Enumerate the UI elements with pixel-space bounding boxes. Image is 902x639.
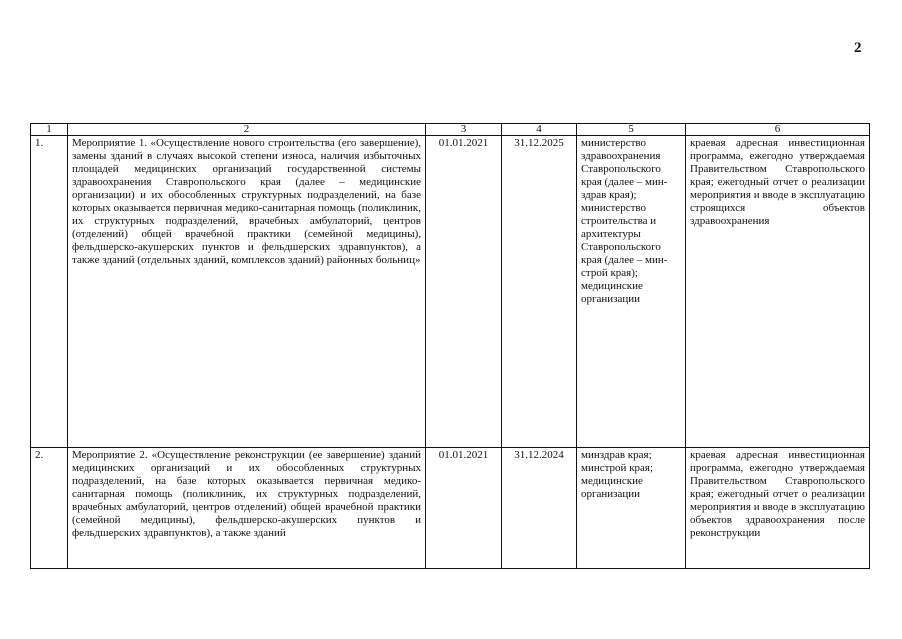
executor-line: минстрой края; <box>581 462 654 474</box>
end-date: 31.12.2025 <box>502 136 577 448</box>
column-header: 6 <box>686 124 870 136</box>
column-header: 4 <box>502 124 577 136</box>
executor-line: минздрав края; <box>581 449 652 461</box>
executor-line: здрав края); <box>581 189 637 201</box>
page-number: 2 <box>854 40 862 56</box>
column-header: 1 <box>31 124 68 136</box>
table-row <box>31 448 870 569</box>
executor-line: Ставропольского <box>581 163 661 175</box>
executor-line: края (далее – мин- <box>581 254 668 266</box>
executor-line: здравоохранения <box>581 150 661 162</box>
column-header: 3 <box>426 124 502 136</box>
measures-table <box>30 123 870 569</box>
executors-cell <box>577 136 686 448</box>
column-header: 5 <box>577 124 686 136</box>
end-date: 31.12.2024 <box>502 448 577 569</box>
row-number: 2. <box>31 448 68 569</box>
executors-cell <box>577 448 686 569</box>
executor-line: министерство <box>581 202 647 214</box>
executor-line: строительства и <box>581 215 657 227</box>
row-number: 1. <box>31 136 68 448</box>
report-form: краевая адресная инвестиционная программа, ежегодно утверждаемая Правительством Ставропольского края; ежегодный отчет о реализации мероприятия и вводе в эксплуатацию объектов здравоохранения после реконструкции <box>686 448 870 569</box>
executor-line: края (далее – мин- <box>581 176 668 188</box>
executor-line: медицинские <box>581 280 643 292</box>
executor-line: министерство <box>581 137 647 149</box>
executor-line: организации <box>581 488 641 500</box>
report-form: краевая адресная инвестиционная программа, ежегодно утверждаемая Правительством Ставропольского края; ежегодный отчет о реализации мероприятия и вводе в эксплуатацию строящихся объектов здравоохранения <box>686 136 870 448</box>
table-row <box>31 136 870 448</box>
table-header-row <box>31 124 870 136</box>
measure-description: Мероприятие 1. «Осуществление нового строительства (его завершение), замены зданий в случаях высокой степени износа, наличия избыточных площадей медицинских организаций государственной системы здравоохранения Ставропольского края (далее – медицинские организации) и их обособленных структурных подразделений, на базе которых оказывается первичная медико-санитарная помощь (поликлиник, их структурных подразделений, врачебных амбулаторий, центров (отделений) общей врачебной практики (семейной медицины), фельдшерско-акушерских пунктов и фельдшерских здравпунктов), а также зданий (отдельных зданий, комплексов зданий) районных больниц» <box>68 136 426 448</box>
executor-line: организации <box>581 293 641 305</box>
executor-line: Ставропольского <box>581 241 661 253</box>
measure-description: Мероприятие 2. «Осуществление реконструкции (ее завершение) зданий медицинских организаций и их обособленных структурных подразделений, на базе которых оказывается первичная медико-санитарная помощь (поликлиник, их структурных подразделений, врачебных амбулаторий, центров отделений) общей врачебной практики (семейной медицины), фельдшерско-акушерских пунктов и фельдшерских здравпунктов), а также зданий <box>68 448 426 569</box>
executor-line: медицинские <box>581 475 643 487</box>
start-date: 01.01.2021 <box>426 448 502 569</box>
start-date: 01.01.2021 <box>426 136 502 448</box>
column-header: 2 <box>68 124 426 136</box>
executor-line: строй края); <box>581 267 638 279</box>
executor-line: архитектуры <box>581 228 641 240</box>
